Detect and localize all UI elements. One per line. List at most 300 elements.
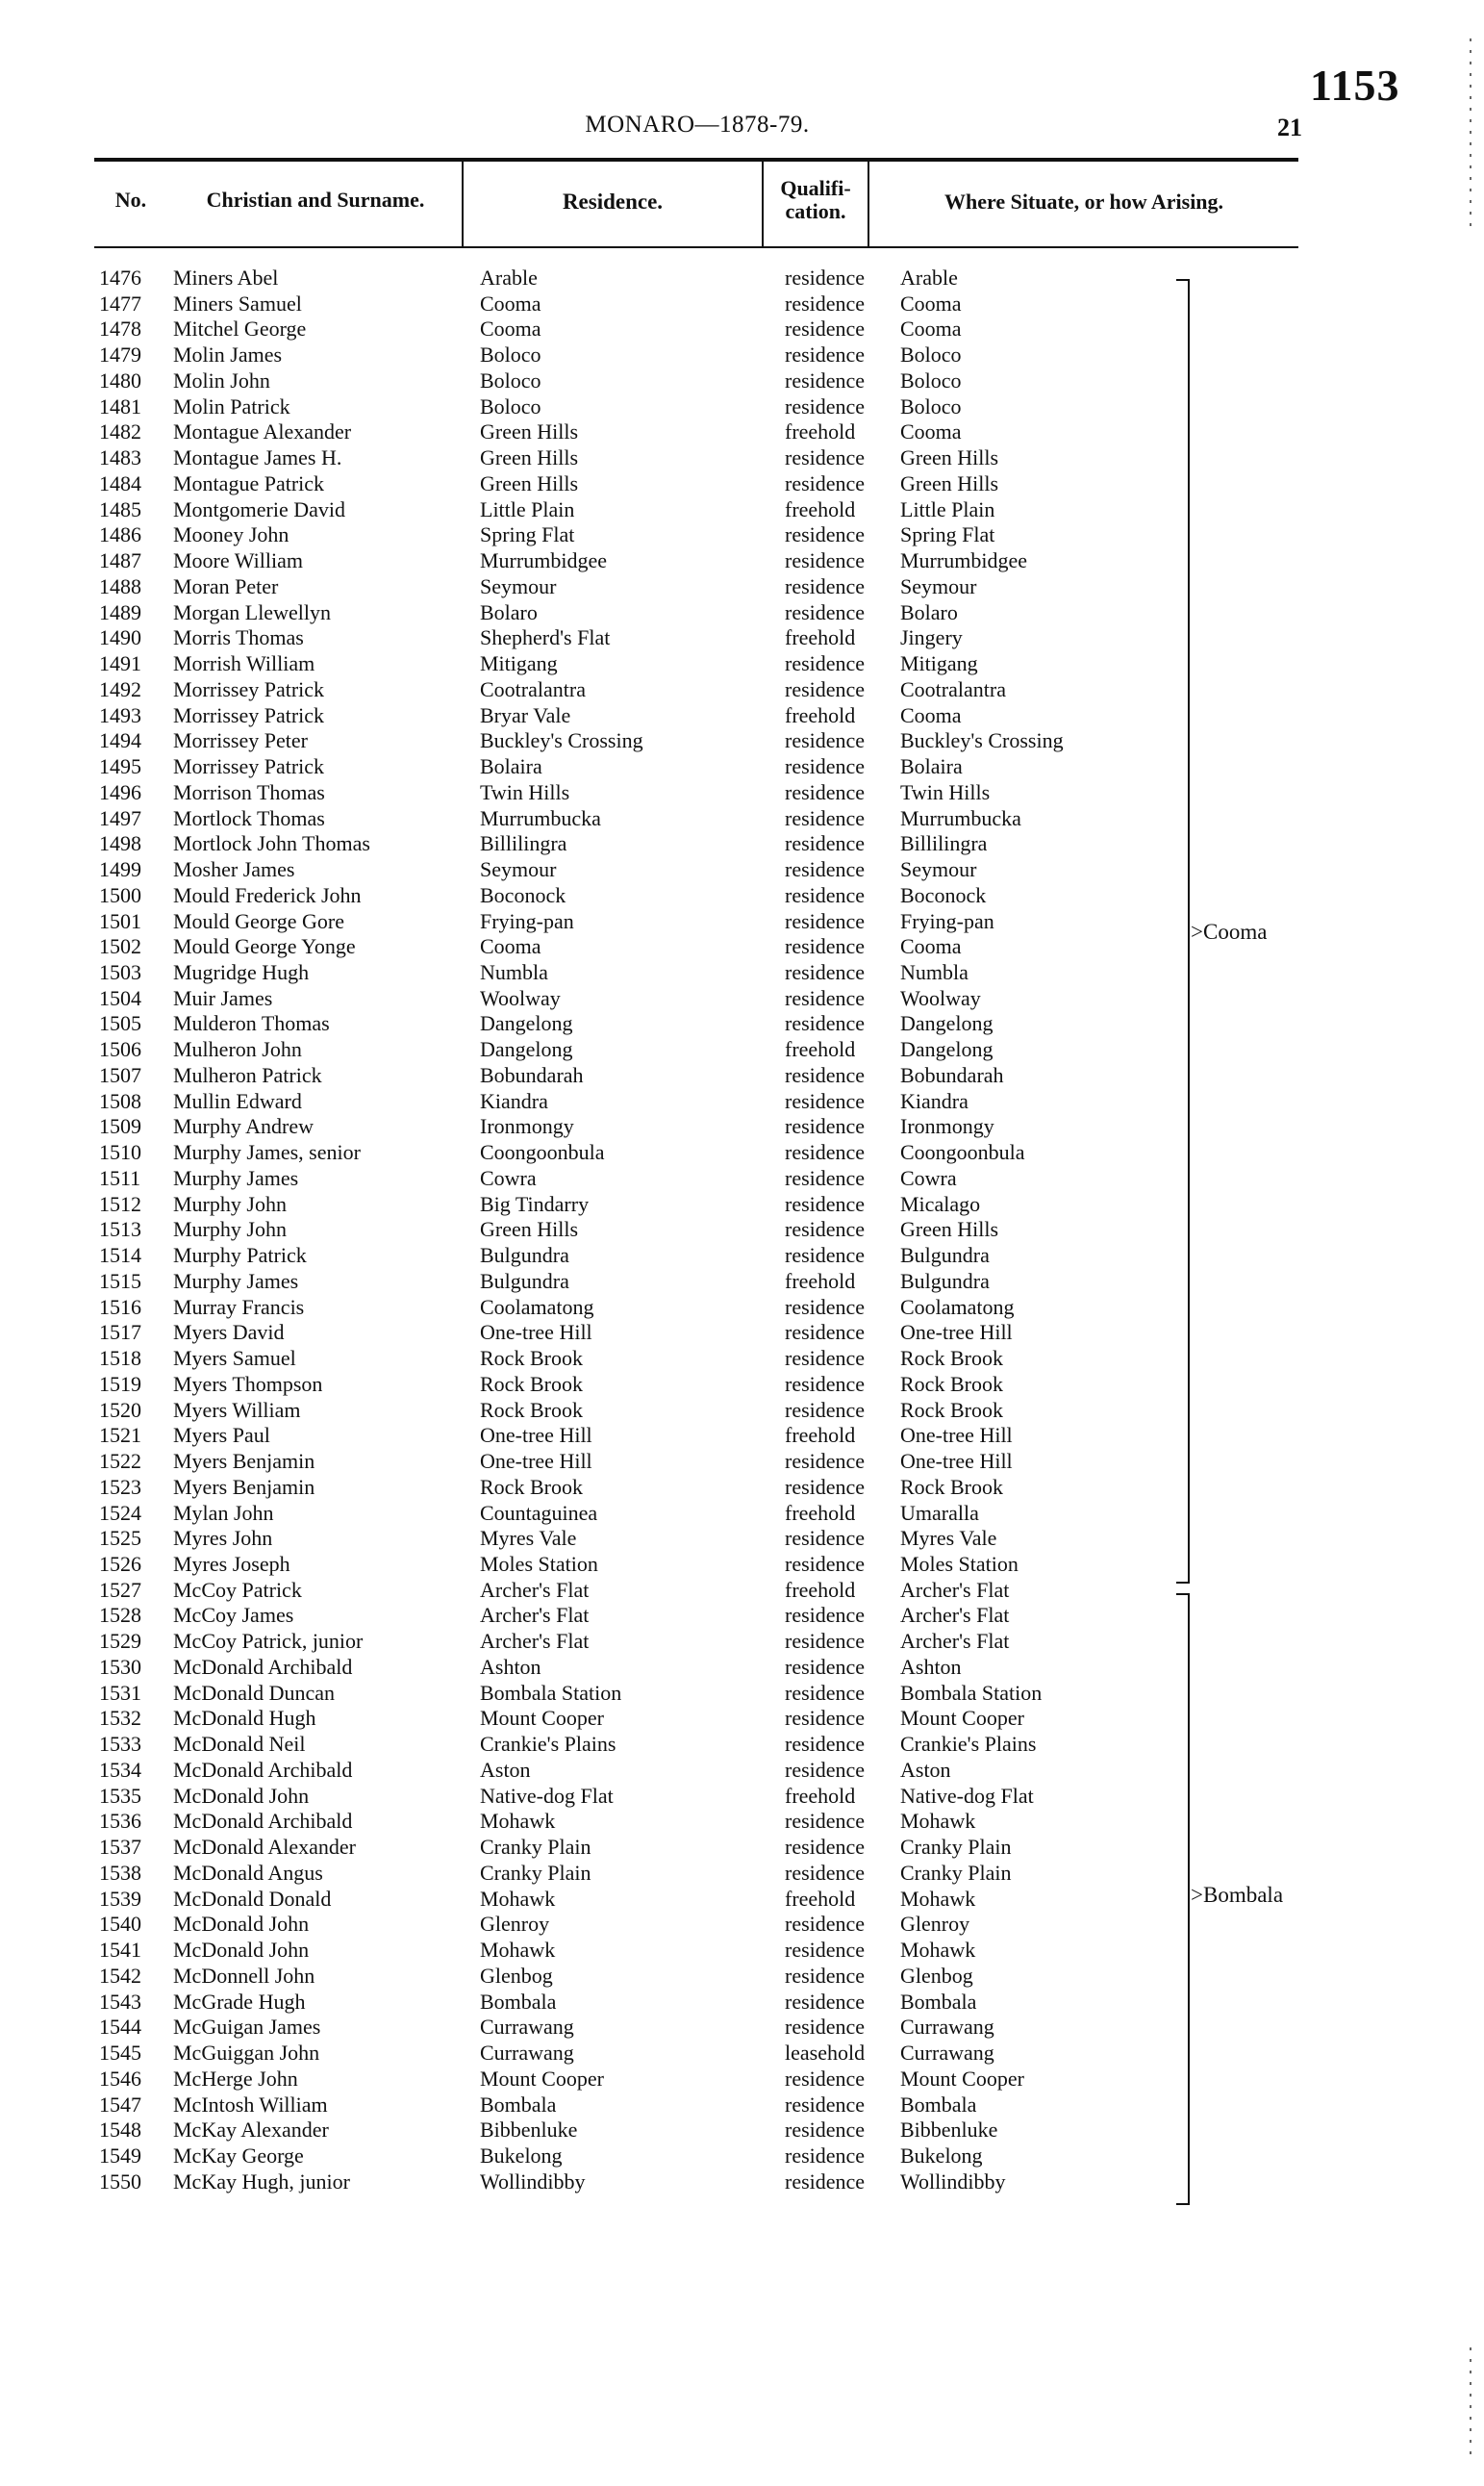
qualification-cell: residence xyxy=(785,1526,866,1551)
voter-name: Morrissey Peter xyxy=(173,728,308,753)
row-number: 1523 xyxy=(99,1474,141,1499)
row-number: 1516 xyxy=(99,1294,141,1319)
row-number: 1544 xyxy=(99,2015,141,2040)
voter-name: Myers Thompson xyxy=(173,1371,323,1396)
row-number: 1536 xyxy=(99,1809,141,1834)
group-label-cooma: >Cooma xyxy=(1191,920,1268,944)
voter-name: McDonald John xyxy=(173,1912,310,1937)
row-number: 1514 xyxy=(99,1243,141,1268)
residence-cell: Rock Brook xyxy=(480,1397,583,1422)
qualification-cell: residence xyxy=(785,393,866,419)
residence-cell: Billilingra xyxy=(480,831,567,856)
where-situate-cell: Numbla xyxy=(900,959,968,984)
residence-cell: Mohawk xyxy=(480,1886,556,1911)
voter-name: Morris Thomas xyxy=(173,625,304,650)
voter-name: McDonald Archibald xyxy=(173,1654,353,1679)
residence-cell: Bombala xyxy=(480,2092,557,2117)
row-number: 1484 xyxy=(99,470,141,495)
residence-cell: Green Hills xyxy=(480,470,579,495)
residence-cell: Dangelong xyxy=(480,1037,573,1062)
where-situate-cell: Woolway xyxy=(900,985,981,1010)
row-number: 1517 xyxy=(99,1320,141,1345)
residence-cell: Boloco xyxy=(480,342,541,368)
voter-name: Murray Francis xyxy=(173,1294,305,1319)
row-number: 1527 xyxy=(99,1577,141,1602)
residence-cell: Green Hills xyxy=(480,1217,579,1242)
qualification-cell: residence xyxy=(785,1294,866,1319)
where-situate-cell: Boloco xyxy=(900,368,962,393)
qualification-cell: residence xyxy=(785,1938,866,1963)
where-situate-cell: Archer's Flat xyxy=(900,1603,1010,1628)
where-situate-cell: Glenroy xyxy=(900,1912,970,1937)
qualification-cell: residence xyxy=(785,1088,866,1113)
row-number: 1525 xyxy=(99,1526,141,1551)
voter-name: Myers David xyxy=(173,1320,285,1345)
where-situate-cell: Umaralla xyxy=(900,1500,979,1525)
qualification-cell: residence xyxy=(785,985,866,1010)
header-where: Where Situate, or how Arising. xyxy=(943,190,1224,214)
qualification-cell: freehold xyxy=(785,1783,856,1808)
qualification-cell: residence xyxy=(785,470,866,495)
residence-cell: Mount Cooper xyxy=(480,1706,604,1731)
row-number: 1485 xyxy=(99,496,141,521)
voter-name: Miners Samuel xyxy=(173,291,302,316)
qualification-cell: residence xyxy=(785,1191,866,1216)
residence-cell: Bombala xyxy=(480,1989,557,2014)
row-number: 1533 xyxy=(99,1732,141,1757)
qualification-cell: freehold xyxy=(785,496,856,521)
group-label-bombala-text: Bombala xyxy=(1202,1883,1284,1907)
residence-cell: Cranky Plain xyxy=(480,1835,591,1860)
where-situate-cell: Bukelong xyxy=(900,2144,983,2169)
where-situate-cell: Mitigang xyxy=(900,651,978,676)
where-situate-cell: Native-dog Flat xyxy=(900,1783,1034,1808)
voter-name: Myres John xyxy=(173,1526,273,1551)
row-number: 1521 xyxy=(99,1423,141,1448)
qualification-cell: residence xyxy=(785,522,866,547)
qualification-cell: residence xyxy=(785,1809,866,1834)
voter-name: Murphy Patrick xyxy=(173,1243,307,1268)
qualification-cell: residence xyxy=(785,548,866,573)
residence-cell: Rock Brook xyxy=(480,1371,583,1396)
header-name: Christian and Surname. xyxy=(206,188,425,212)
voter-name: McDonald Donald xyxy=(173,1886,332,1911)
voter-name: Morrish William xyxy=(173,651,315,676)
qualification-cell: residence xyxy=(785,1320,866,1345)
where-situate-cell: Kiandra xyxy=(900,1088,968,1113)
residence-cell: One-tree Hill xyxy=(480,1423,592,1448)
where-situate-cell: Dangelong xyxy=(900,1037,994,1062)
row-number: 1476 xyxy=(99,266,141,290)
voter-name: Mulheron Patrick xyxy=(173,1062,322,1087)
qualification-cell: residence xyxy=(785,831,866,856)
voter-name: Mylan John xyxy=(173,1500,274,1525)
residence-cell: Cowra xyxy=(480,1165,537,1190)
voter-name: Montague Patrick xyxy=(173,470,325,495)
residence-cell: Cooma xyxy=(480,317,541,342)
row-number: 1537 xyxy=(99,1835,141,1860)
bombala-brace xyxy=(1176,1593,1190,2205)
row-number: 1539 xyxy=(99,1886,141,1911)
qualification-cell: residence xyxy=(785,1217,866,1242)
where-situate-cell: Currawang xyxy=(900,2041,994,2066)
residence-cell: Green Hills xyxy=(480,445,579,470)
voter-name: Morrissey Patrick xyxy=(173,702,325,727)
residence-cell: Bryar Vale xyxy=(480,702,571,727)
voter-name: Mooney John xyxy=(173,522,289,547)
voter-name: Mould George Gore xyxy=(173,908,344,933)
residence-cell: Bolaro xyxy=(480,599,538,624)
residence-cell: Seymour xyxy=(480,573,557,598)
voter-name: McDonald John xyxy=(173,1783,310,1808)
row-number: 1486 xyxy=(99,522,141,547)
voter-name: Murphy James xyxy=(173,1165,299,1190)
qualification-cell: residence xyxy=(785,728,866,753)
row-number: 1511 xyxy=(99,1165,141,1190)
voter-name: Myers William xyxy=(173,1397,301,1422)
row-number: 1545 xyxy=(99,2041,141,2066)
qualification-cell: residence xyxy=(785,779,866,804)
where-situate-cell: One-tree Hill xyxy=(900,1320,1013,1345)
qualification-cell: freehold xyxy=(785,1500,856,1525)
margin-dots-bottom xyxy=(1470,2347,1471,2463)
row-number: 1495 xyxy=(99,754,141,779)
row-number: 1528 xyxy=(99,1603,141,1628)
row-number: 1478 xyxy=(99,317,141,342)
voter-name: McGrade Hugh xyxy=(173,1989,306,2014)
qualification-cell: residence xyxy=(785,2144,866,2169)
where-situate-cell: Cooma xyxy=(900,702,962,727)
where-situate-cell: Wollindibby xyxy=(900,2169,1006,2194)
where-situate-cell: Green Hills xyxy=(900,470,999,495)
residence-cell: Numbla xyxy=(480,959,548,984)
row-number: 1483 xyxy=(99,445,141,470)
row-number: 1524 xyxy=(99,1500,141,1525)
sheet-number: 21 xyxy=(1277,114,1302,141)
row-number: 1512 xyxy=(99,1191,141,1216)
voter-name: Morgan Llewellyn xyxy=(173,599,331,624)
where-situate-cell: Cooma xyxy=(900,291,962,316)
qualification-cell: freehold xyxy=(785,625,856,650)
voter-name: McHerge John xyxy=(173,2066,298,2091)
where-situate-cell: Bolaro xyxy=(900,599,958,624)
where-situate-cell: Mohawk xyxy=(900,1886,976,1911)
qualification-cell: residence xyxy=(785,2066,866,2091)
row-number: 1507 xyxy=(99,1062,141,1087)
row-number: 1487 xyxy=(99,548,141,573)
qualification-cell: freehold xyxy=(785,419,856,444)
header-bottom-rule xyxy=(94,246,1298,248)
qualification-cell: residence xyxy=(785,1062,866,1087)
residence-cell: One-tree Hill xyxy=(480,1320,592,1345)
where-situate-cell: Coolamatong xyxy=(900,1294,1015,1319)
page-number: 1153 xyxy=(1310,61,1400,110)
where-situate-cell: Bulgundra xyxy=(900,1268,990,1293)
qualification-cell: residence xyxy=(785,1706,866,1731)
where-situate-cell: Crankie's Plains xyxy=(900,1732,1037,1757)
row-number: 1479 xyxy=(99,342,141,368)
cooma-brace xyxy=(1176,279,1190,1584)
where-situate-cell: Murrumbucka xyxy=(900,805,1021,830)
row-number: 1542 xyxy=(99,1963,141,1988)
residence-cell: Arable xyxy=(480,266,538,290)
voter-name: Murphy John xyxy=(173,1217,287,1242)
voter-name: McDonald Archibald xyxy=(173,1809,353,1834)
where-situate-cell: Boloco xyxy=(900,393,962,419)
residence-cell: Mohawk xyxy=(480,1938,556,1963)
qualification-cell: residence xyxy=(785,266,866,290)
residence-cell: Archer's Flat xyxy=(480,1577,590,1602)
qualification-cell: residence xyxy=(785,1011,866,1036)
where-situate-cell: Frying-pan xyxy=(900,908,994,933)
where-situate-cell: Boconock xyxy=(900,882,987,907)
where-situate-cell: Bombala xyxy=(900,1989,977,2014)
qualification-cell: residence xyxy=(785,2118,866,2143)
row-number: 1500 xyxy=(99,882,141,907)
row-number: 1534 xyxy=(99,1757,141,1782)
voter-name: McDonald Archibald xyxy=(173,1757,353,1782)
residence-cell: Dangelong xyxy=(480,1011,573,1036)
where-situate-cell: One-tree Hill xyxy=(900,1449,1013,1474)
where-situate-cell: Myres Vale xyxy=(900,1526,997,1551)
row-number: 1515 xyxy=(99,1268,141,1293)
qualification-cell: residence xyxy=(785,445,866,470)
where-situate-cell: Rock Brook xyxy=(900,1474,1003,1499)
voter-name: McKay George xyxy=(173,2144,304,2169)
residence-cell: Glenroy xyxy=(480,1912,550,1937)
where-situate-cell: Spring Flat xyxy=(900,522,995,547)
qualification-cell: residence xyxy=(785,1989,866,2014)
voter-name: Morrissey Patrick xyxy=(173,754,325,779)
header-top-rule xyxy=(94,158,1298,162)
where-situate-cell: Mount Cooper xyxy=(900,2066,1024,2091)
page-title: MONARO—1878-79. xyxy=(585,112,810,138)
row-number: 1480 xyxy=(99,368,141,393)
voter-name: McDonnell John xyxy=(173,1963,315,1988)
qualification-cell: freehold xyxy=(785,1268,856,1293)
qualification-cell: residence xyxy=(785,908,866,933)
header-no: No. xyxy=(114,188,147,212)
where-situate-cell: Twin Hills xyxy=(900,779,991,804)
voter-name: Myers Paul xyxy=(173,1423,270,1448)
residence-cell: Bulgundra xyxy=(480,1243,569,1268)
row-number: 1538 xyxy=(99,1860,141,1885)
qualification-cell: residence xyxy=(785,934,866,959)
qualification-cell: freehold xyxy=(785,1886,856,1911)
residence-cell: Mohawk xyxy=(480,1809,556,1834)
row-number: 1496 xyxy=(99,779,141,804)
where-situate-cell: Cootralantra xyxy=(900,676,1006,701)
voter-name: Moore William xyxy=(173,548,303,573)
voter-name: Myers Samuel xyxy=(173,1346,296,1371)
where-situate-cell: Seymour xyxy=(900,857,977,882)
residence-cell: Murrumbucka xyxy=(480,805,601,830)
voter-name: Morrison Thomas xyxy=(173,779,325,804)
row-number: 1491 xyxy=(99,651,141,676)
qualification-cell: residence xyxy=(785,368,866,393)
qualification-cell: residence xyxy=(785,1860,866,1885)
residence-cell: Rock Brook xyxy=(480,1346,583,1371)
where-situate-cell: Boloco xyxy=(900,342,962,368)
residence-cell: Bobundarah xyxy=(480,1062,584,1087)
where-situate-cell: Jingery xyxy=(900,625,963,650)
row-number: 1509 xyxy=(99,1114,141,1139)
where-situate-cell: Bombala xyxy=(900,2092,977,2117)
qualification-cell: freehold xyxy=(785,1577,856,1602)
row-number: 1488 xyxy=(99,573,141,598)
qualification-cell: residence xyxy=(785,1243,866,1268)
residence-cell: Bukelong xyxy=(480,2144,563,2169)
where-situate-cell: Rock Brook xyxy=(900,1346,1003,1371)
voter-name: McIntosh William xyxy=(173,2092,328,2117)
residence-cell: Cooma xyxy=(480,934,541,959)
row-number: 1520 xyxy=(99,1397,141,1422)
where-situate-cell: Buckley's Crossing xyxy=(900,728,1064,753)
where-situate-cell: Cowra xyxy=(900,1165,957,1190)
qualification-cell: residence xyxy=(785,1912,866,1937)
residence-cell: Archer's Flat xyxy=(480,1629,590,1654)
where-situate-cell: Cooma xyxy=(900,419,962,444)
voter-name: Montague Alexander xyxy=(173,419,352,444)
qualification-cell: residence xyxy=(785,291,866,316)
residence-cell: Currawang xyxy=(480,2041,574,2066)
residence-cell: Countaguinea xyxy=(480,1500,598,1525)
qualification-cell: residence xyxy=(785,1603,866,1628)
qualification-cell: residence xyxy=(785,959,866,984)
row-number: 1498 xyxy=(99,831,141,856)
residence-cell: Rock Brook xyxy=(480,1474,583,1499)
voter-name: McDonald Hugh xyxy=(173,1706,316,1731)
where-situate-cell: Ironmongy xyxy=(900,1114,994,1139)
row-number: 1548 xyxy=(99,2118,141,2143)
qualification-cell: residence xyxy=(785,1397,866,1422)
where-situate-cell: Bombala Station xyxy=(900,1680,1043,1705)
where-situate-cell: Cranky Plain xyxy=(900,1835,1012,1860)
row-number: 1550 xyxy=(99,2169,141,2194)
qualification-cell: freehold xyxy=(785,1423,856,1448)
row-number: 1532 xyxy=(99,1706,141,1731)
voter-name: Molin James xyxy=(173,342,283,368)
where-situate-cell: Green Hills xyxy=(900,1217,999,1242)
residence-cell: Woolway xyxy=(480,985,561,1010)
residence-cell: Bombala Station xyxy=(480,1680,622,1705)
voter-name: McKay Alexander xyxy=(173,2118,329,2143)
voter-name: Montague James H. xyxy=(173,445,342,470)
residence-cell: Wollindibby xyxy=(480,2169,586,2194)
where-situate-cell: Billilingra xyxy=(900,831,988,856)
residence-cell: Aston xyxy=(480,1757,531,1782)
where-situate-cell: Moles Station xyxy=(900,1552,1019,1576)
voter-name: Molin John xyxy=(173,368,270,393)
qualification-cell: residence xyxy=(785,1140,866,1165)
where-situate-cell: Micalago xyxy=(900,1191,981,1216)
qualification-cell: residence xyxy=(785,1963,866,1988)
where-situate-cell: Rock Brook xyxy=(900,1371,1003,1396)
row-number: 1535 xyxy=(99,1783,141,1808)
residence-cell: Glenbog xyxy=(480,1963,553,1988)
residence-cell: Bolaira xyxy=(480,754,542,779)
residence-cell: Green Hills xyxy=(480,419,579,444)
where-situate-cell: Coongoonbula xyxy=(900,1140,1025,1165)
row-number: 1526 xyxy=(99,1552,141,1576)
header-residence: Residence. xyxy=(562,190,664,214)
row-number: 1518 xyxy=(99,1346,141,1371)
residence-cell: Bibbenluke xyxy=(480,2118,578,2143)
row-number: 1513 xyxy=(99,1217,141,1242)
voter-name: Mulderon Thomas xyxy=(173,1011,330,1036)
row-number: 1489 xyxy=(99,599,141,624)
residence-cell: Bulgundra xyxy=(480,1268,569,1293)
residence-cell: Coongoonbula xyxy=(480,1140,605,1165)
voter-name: Murphy Andrew xyxy=(173,1114,314,1139)
voter-name: Muir James xyxy=(173,985,273,1010)
row-number: 1492 xyxy=(99,676,141,701)
residence-cell: Currawang xyxy=(480,2015,574,2040)
where-situate-cell: Mohawk xyxy=(900,1938,976,1963)
row-number: 1497 xyxy=(99,805,141,830)
residence-cell: Seymour xyxy=(480,857,557,882)
qualification-cell: residence xyxy=(785,882,866,907)
voter-name: Murphy James, senior xyxy=(173,1140,361,1165)
voter-name: Mosher James xyxy=(173,857,295,882)
voter-name: McCoy Patrick, junior xyxy=(173,1629,364,1654)
row-number: 1481 xyxy=(99,393,141,419)
qualification-cell: residence xyxy=(785,1114,866,1139)
voter-name: McDonald John xyxy=(173,1938,310,1963)
row-number: 1531 xyxy=(99,1680,141,1705)
where-situate-cell: Rock Brook xyxy=(900,1397,1003,1422)
qualification-cell: residence xyxy=(785,1346,866,1371)
qualification-cell: residence xyxy=(785,2015,866,2040)
qualification-cell: residence xyxy=(785,754,866,779)
residence-cell: Archer's Flat xyxy=(480,1603,590,1628)
where-situate-cell: Bulgundra xyxy=(900,1243,990,1268)
qualification-cell: residence xyxy=(785,1680,866,1705)
header-qualification: Qualifi- cation. xyxy=(780,176,851,223)
residence-cell: Ashton xyxy=(480,1654,541,1679)
qualification-cell: freehold xyxy=(785,702,856,727)
qualification-cell: residence xyxy=(785,1629,866,1654)
margin-dots-top xyxy=(1470,38,1471,231)
voter-name: McGuiggan John xyxy=(173,2041,320,2066)
row-number: 1503 xyxy=(99,959,141,984)
qualification-cell: residence xyxy=(785,1732,866,1757)
where-situate-cell: Cooma xyxy=(900,317,962,342)
where-situate-cell: Archer's Flat xyxy=(900,1629,1010,1654)
row-number: 1504 xyxy=(99,985,141,1010)
voter-name: Montgomerie David xyxy=(173,496,346,521)
qualification-cell: residence xyxy=(785,1449,866,1474)
qualification-cell: residence xyxy=(785,1654,866,1679)
residence-cell: Coolamatong xyxy=(480,1294,594,1319)
where-situate-cell: Murrumbidgee xyxy=(900,548,1027,573)
voter-name: Myers Benjamin xyxy=(173,1449,315,1474)
qualification-cell: freehold xyxy=(785,1037,856,1062)
group-label-bombala: >Bombala xyxy=(1191,1883,1284,1907)
voter-name: Mould Frederick John xyxy=(173,882,362,907)
voter-name: Molin Patrick xyxy=(173,393,290,419)
where-situate-cell: Bibbenluke xyxy=(900,2118,998,2143)
row-number: 1508 xyxy=(99,1088,141,1113)
where-situate-cell: Ashton xyxy=(900,1654,962,1679)
row-number: 1522 xyxy=(99,1449,141,1474)
row-number: 1529 xyxy=(99,1629,141,1654)
where-situate-cell: Archer's Flat xyxy=(900,1577,1010,1602)
where-situate-cell: Currawang xyxy=(900,2015,994,2040)
row-number: 1505 xyxy=(99,1011,141,1036)
voter-name: McDonald Duncan xyxy=(173,1680,336,1705)
voter-name: McGuigan James xyxy=(173,2015,321,2040)
